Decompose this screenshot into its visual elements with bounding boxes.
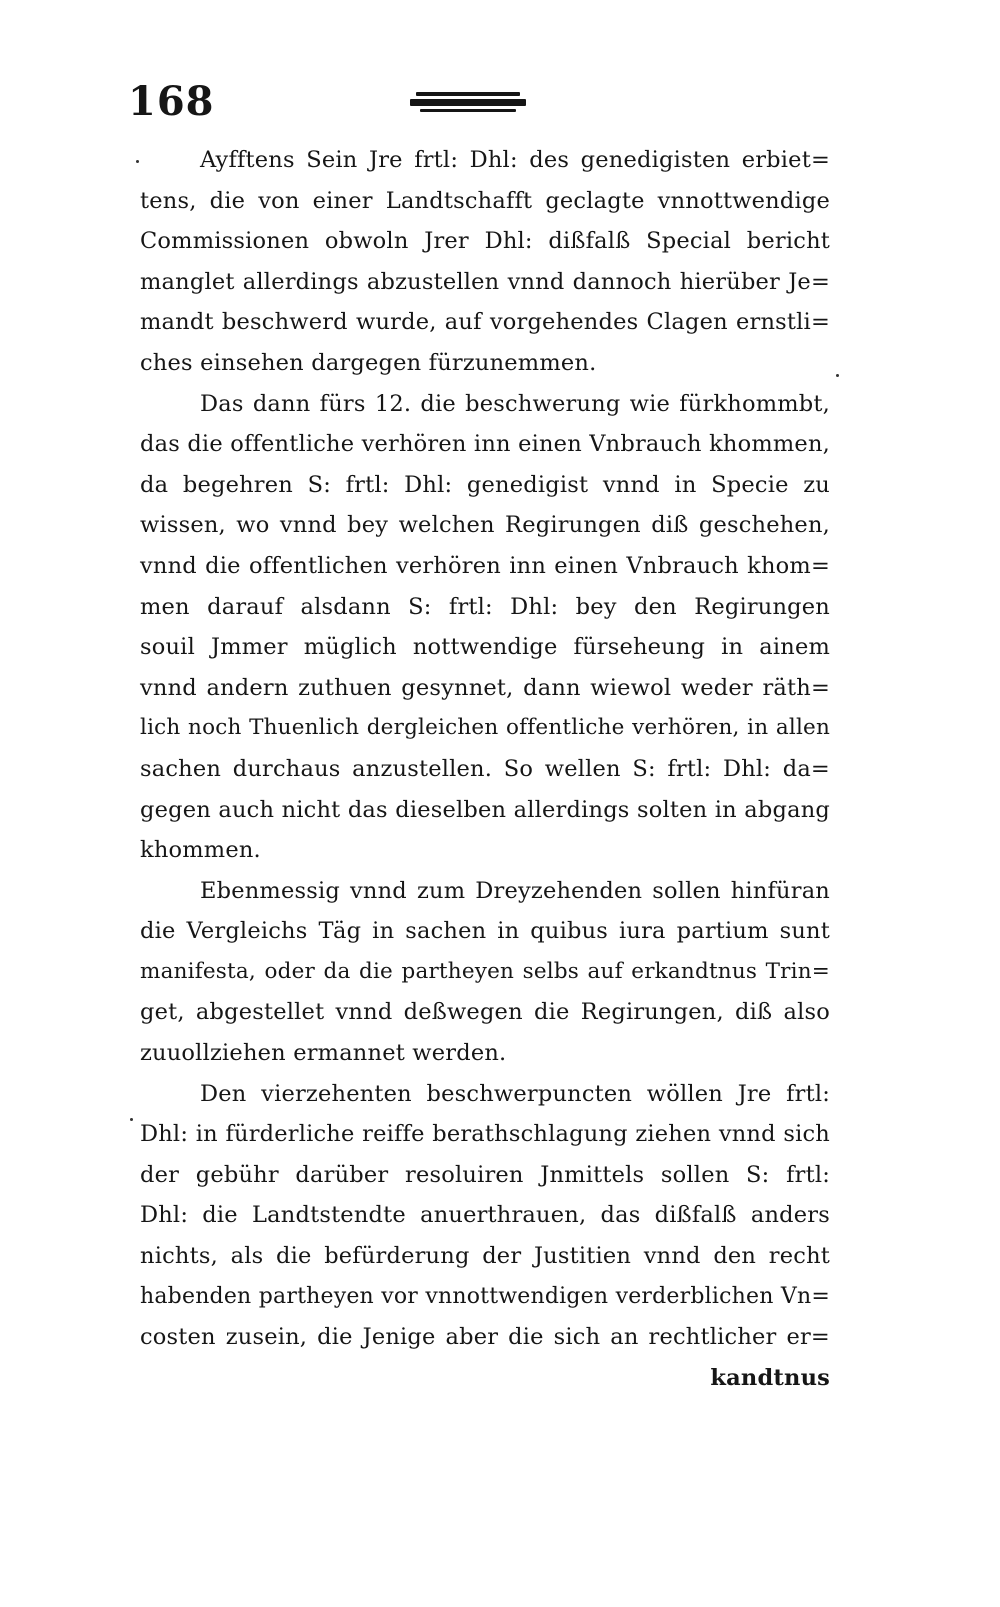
text-line: tens, die von einer Landtschafft geclagte vnnottwendige <box>140 187 830 214</box>
ornament-bar-top <box>416 92 520 96</box>
text-line: vnnd andern zuthuen gesynnet, dann wiewol weder räth= <box>140 674 830 701</box>
text-line: zuuollziehen ermannet werden. <box>140 1040 507 1067</box>
text-line: gegen auch nicht das dieselben allerdings solten in abgang <box>140 796 830 823</box>
text-line: der gebühr darüber resoluiren Jnmittels sollen S: frtl: <box>140 1161 830 1188</box>
text-line: khommen. <box>140 837 261 864</box>
text-line: get, abgestellet vnnd deßwegen die Regirungen, diß also <box>140 999 830 1026</box>
text-line: da begehren S: frtl: Dhl: genedigist vnnd in Specie zu <box>140 471 830 498</box>
text-line: Ayfftens Sein Jre frtl: Dhl: des genedigisten erbiet= <box>200 147 830 173</box>
ornament-bar-bottom <box>420 109 516 112</box>
text-line: Commissionen obwoln Jrer Dhl: dißfalß Special bericht <box>140 228 830 255</box>
print-speck <box>136 160 139 163</box>
text-line: Ebenmessig vnnd zum Dreyzehenden sollen hinfüran <box>200 877 830 904</box>
text-line: souil Jmmer müglich nottwendige fürseheung in ainem <box>140 634 830 661</box>
text-line: das die offentliche verhören inn einen Vnbrauch khommen, <box>140 431 830 458</box>
text-line: Das dann fürs 12. die beschwerung wie fürkhommbt, <box>200 390 830 417</box>
text-line: Dhl: die Landtstendte anuerthrauen, das dißfalß anders <box>140 1202 830 1229</box>
print-speck <box>836 374 839 377</box>
body-text <box>140 140 830 1398</box>
catchword: kandtnus <box>710 1364 830 1391</box>
header-ornament-rule <box>410 92 526 112</box>
ornament-bar-middle <box>410 99 526 106</box>
page-number: 168 <box>128 78 215 125</box>
text-line: manifesta, oder da die partheyen selbs auf erkandtnus Trin= <box>140 958 830 984</box>
text-line: mandt beschwerd wurde, auf vorgehendes Clagen ernstli= <box>140 309 830 336</box>
text-line: Dhl: in fürderliche reiffe berathschlagung ziehen vnnd sich <box>140 1121 830 1148</box>
text-line: vnnd die offentlichen verhören inn einen Vnbrauch khom= <box>140 552 830 579</box>
text-line: nichts, als die befürderung der Justitien vnnd den recht <box>140 1243 830 1270</box>
text-line: Den vierzehenten beschwerpuncten wöllen Jre frtl: <box>200 1080 830 1107</box>
text-line: die Vergleichs Täg in sachen in quibus iura partium sunt <box>140 918 830 945</box>
text-line: manglet allerdings abzustellen vnnd dannoch hierüber Je= <box>140 268 830 295</box>
text-line: costen zusein, die Jenige aber die sich an rechtlicher er= <box>140 1324 830 1351</box>
text-line: men darauf alsdann S: frtl: Dhl: bey den Regirungen <box>140 593 830 620</box>
text-line: lich noch Thuenlich dergleichen offentliche verhören, in allen <box>140 715 830 741</box>
text-line: wissen, wo vnnd bey welchen Regirungen diß geschehen, <box>140 512 830 539</box>
text-line: ches einsehen dargegen fürzunemmen. <box>140 349 597 376</box>
print-speck <box>130 1118 133 1121</box>
text-line: sachen durchaus anzustellen. So wellen S: frtl: Dhl: da= <box>140 755 830 782</box>
text-line: habenden partheyen vor vnnottwendigen verderblichen Vn= <box>140 1283 830 1309</box>
